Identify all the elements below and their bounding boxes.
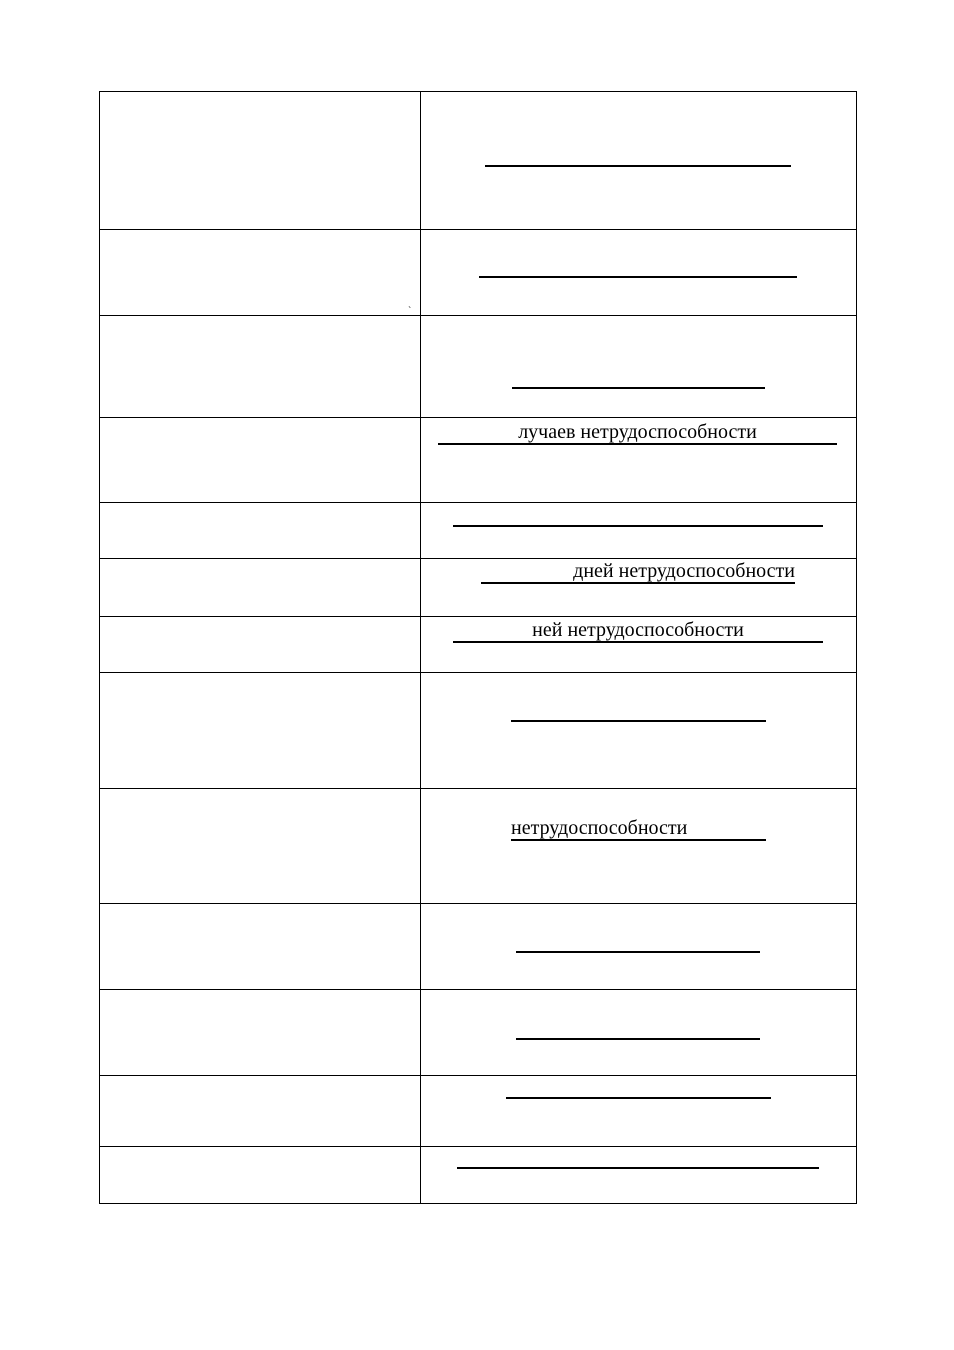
value-cell	[421, 230, 857, 316]
label-cell	[100, 789, 421, 904]
label-cell	[100, 990, 421, 1076]
value-cell	[421, 316, 857, 418]
label-cell	[100, 673, 421, 789]
form-table	[99, 91, 857, 1204]
field-text: нетрудоспособности	[511, 817, 766, 841]
label-cell	[100, 418, 421, 503]
label-cell	[100, 1076, 421, 1147]
label-cell	[100, 904, 421, 990]
stray-mark: `	[408, 306, 412, 317]
value-cell	[421, 1147, 857, 1204]
label-cell	[100, 559, 421, 617]
table-row	[100, 559, 857, 617]
field-text: лучаев нетрудоспособности	[438, 421, 837, 445]
label-cell	[100, 230, 421, 316]
blank-field-line	[506, 1097, 771, 1099]
blank-field-line	[453, 525, 823, 527]
value-cell	[421, 92, 857, 230]
label-cell	[100, 503, 421, 559]
table-row	[100, 418, 857, 503]
value-cell	[421, 904, 857, 990]
table-row	[100, 1076, 857, 1147]
field-text: ней нетрудоспособности	[453, 619, 823, 643]
value-cell	[421, 559, 857, 617]
table-row	[100, 230, 857, 316]
blank-field-line	[457, 1167, 819, 1169]
blank-field-line	[485, 165, 791, 167]
table-row	[100, 617, 857, 673]
table-row	[100, 904, 857, 990]
blank-field-line	[479, 276, 797, 278]
table-row	[100, 503, 857, 559]
value-cell	[421, 1076, 857, 1147]
blank-field-line	[516, 951, 760, 953]
field-text: дней нетрудоспособности	[481, 560, 795, 584]
table-row	[100, 316, 857, 418]
value-cell	[421, 418, 857, 503]
value-cell	[421, 617, 857, 673]
label-cell	[100, 316, 421, 418]
value-cell	[421, 990, 857, 1076]
label-cell	[100, 92, 421, 230]
blank-field-line	[511, 720, 766, 722]
blank-field-line	[516, 1038, 760, 1040]
table-row	[100, 789, 857, 904]
value-cell	[421, 789, 857, 904]
table-row	[100, 1147, 857, 1204]
table-row	[100, 92, 857, 230]
label-cell	[100, 1147, 421, 1204]
value-cell	[421, 673, 857, 789]
value-cell	[421, 503, 857, 559]
table-row	[100, 673, 857, 789]
table-row	[100, 990, 857, 1076]
label-cell	[100, 617, 421, 673]
blank-field-line	[512, 387, 765, 389]
